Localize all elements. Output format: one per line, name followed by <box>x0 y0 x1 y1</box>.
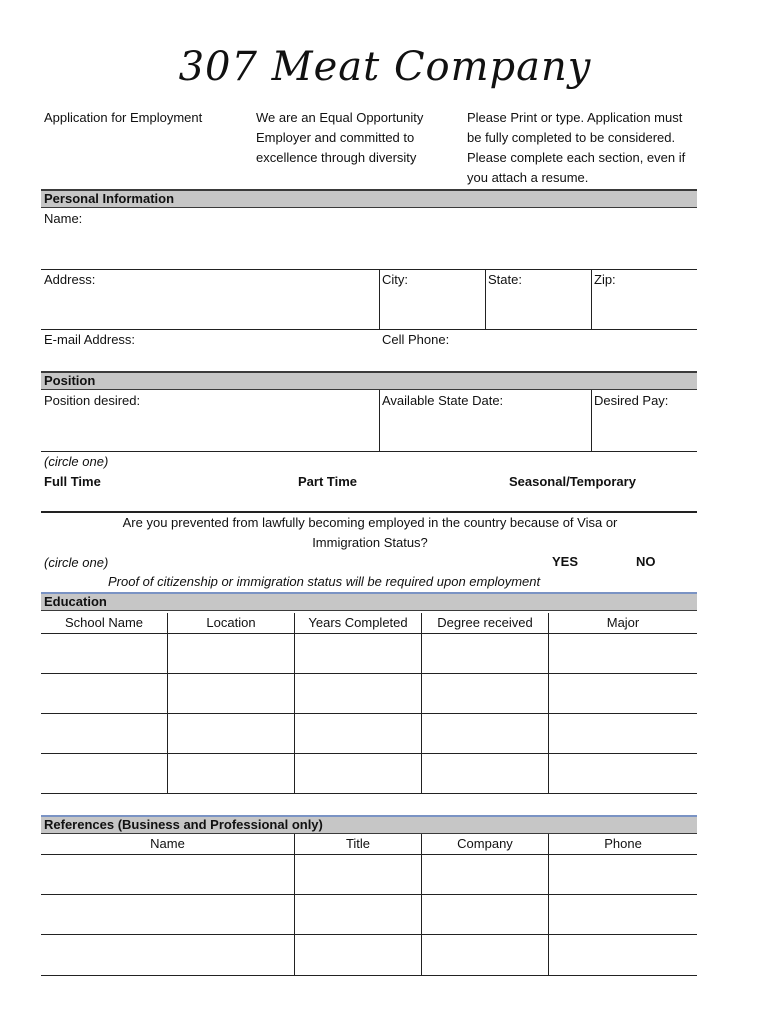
yes-option[interactable]: YES <box>552 554 579 569</box>
table-row[interactable] <box>41 634 697 673</box>
divider <box>379 269 380 329</box>
column-header: Years Completed <box>308 615 408 630</box>
cell-phone-label: Cell Phone: <box>382 332 450 347</box>
zip-label: Zip: <box>594 272 616 287</box>
divider <box>41 329 697 330</box>
position-desired-label: Position desired: <box>44 393 141 408</box>
table-row[interactable] <box>41 714 697 753</box>
no-option[interactable]: NO <box>636 554 656 569</box>
column-header: School Name <box>64 615 144 630</box>
visa-question: Are you prevented from lawfully becoming employed in the country because of Visa or Immigration Status? <box>122 515 618 550</box>
divider <box>591 269 592 329</box>
column-header: Phone <box>604 836 642 851</box>
name-label: Name: <box>44 211 83 226</box>
start-date-label: Available State Date: <box>382 393 504 408</box>
company-title: 307 Meat Company <box>178 44 592 90</box>
address-label: Address: <box>44 272 96 287</box>
equal-opportunity-statement: We are an Equal Opportunity Employer and committed to excellence through diversity <box>256 110 424 165</box>
name-field[interactable] <box>41 228 697 268</box>
email-label: E-mail Address: <box>44 332 136 347</box>
application-label: Application for Employment <box>44 110 203 125</box>
table-row[interactable] <box>41 855 697 894</box>
city-field[interactable] <box>381 290 484 328</box>
divider <box>41 793 697 794</box>
column-header: Name <box>150 836 185 851</box>
divider <box>485 269 486 329</box>
column-header: Company <box>457 836 513 851</box>
education-header: Education <box>41 592 697 611</box>
circle-one-hint: (circle one) <box>44 555 109 570</box>
circle-one-hint: (circle one) <box>44 454 109 469</box>
instructions-text: Please Print or type. Application must be fully completed to be considered. Please complete each section, even if you attach a resume. <box>467 110 686 185</box>
personal-info-header: Personal Information <box>41 189 697 208</box>
city-label: City: <box>382 272 408 287</box>
full-time-option[interactable]: Full Time <box>44 474 101 489</box>
email-field[interactable] <box>41 350 378 368</box>
column-header: Degree received <box>437 615 533 630</box>
divider <box>591 390 592 451</box>
zip-field[interactable] <box>593 290 696 328</box>
divider <box>41 975 697 976</box>
column-header: Major <box>606 615 640 630</box>
state-label: State: <box>488 272 522 287</box>
state-field[interactable] <box>487 290 590 328</box>
references-header: References (Business and Professional only) <box>41 815 697 834</box>
table-row[interactable] <box>41 935 697 974</box>
cell-phone-field[interactable] <box>381 350 696 368</box>
table-row[interactable] <box>41 754 697 793</box>
table-row[interactable] <box>41 674 697 713</box>
start-date-field[interactable] <box>381 411 590 449</box>
position-desired-field[interactable] <box>41 411 378 449</box>
address-field[interactable] <box>41 290 378 328</box>
part-time-option[interactable]: Part Time <box>298 474 358 489</box>
proof-note: Proof of citizenship or immigration status will be required upon employment <box>108 574 541 589</box>
column-header: Title <box>345 836 371 851</box>
desired-pay-field[interactable] <box>593 411 696 449</box>
divider <box>379 390 380 451</box>
divider <box>41 451 697 452</box>
table-row[interactable] <box>41 895 697 934</box>
column-header: Location <box>206 615 256 630</box>
seasonal-option[interactable]: Seasonal/Temporary <box>509 474 636 489</box>
desired-pay-label: Desired Pay: <box>594 393 669 408</box>
position-header: Position <box>41 371 697 390</box>
